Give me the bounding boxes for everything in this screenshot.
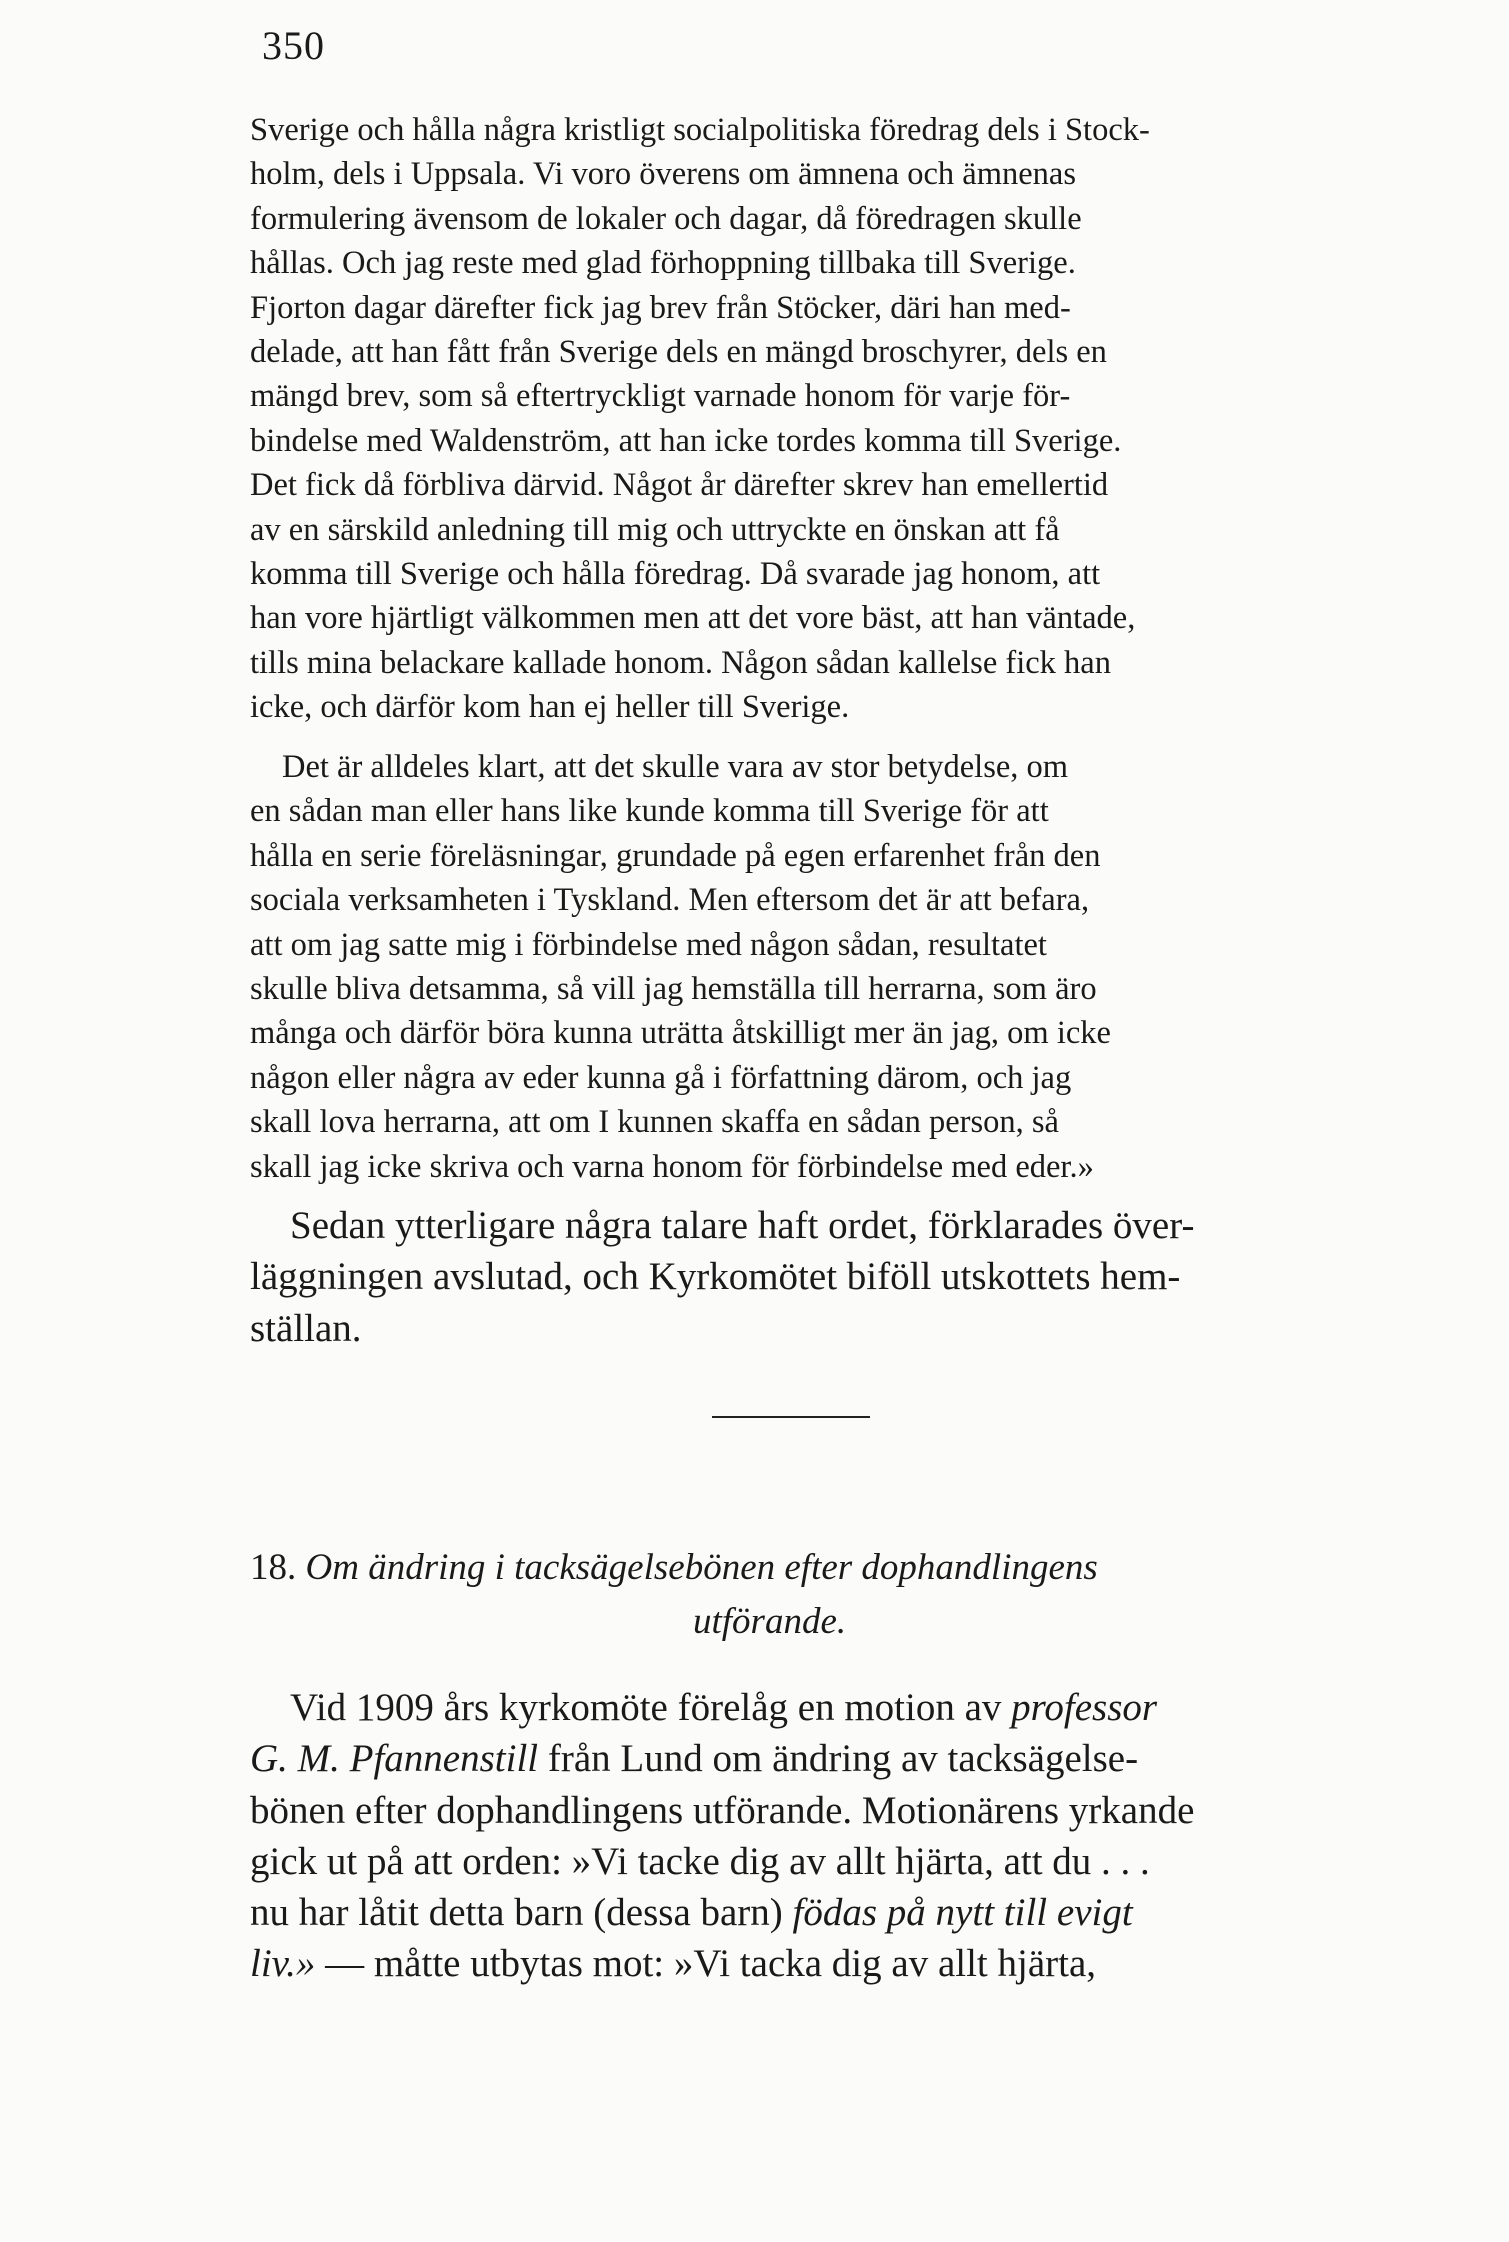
text-line: bindelse med Waldenström, att han icke tordes komma till Sverige. [250, 422, 1122, 459]
text-line: delade, att han fått från Sverige dels en mängd broschyrer, dels en [250, 334, 1107, 371]
quoted-passage-1 [250, 108, 1378, 730]
section-divider [712, 1416, 870, 1418]
text-line: Fjorton dagar därefter fick jag brev från Stöcker, däri han med- [250, 289, 1071, 326]
section-heading [250, 1546, 1378, 1656]
text-line: tills mina belackare kallade honom. Någon sådan kallelse fick han [250, 644, 1111, 681]
body-paragraph-2 [250, 1682, 1378, 1990]
text-run: Vid 1909 års kyrkomöte förelåg en motion av [290, 1686, 1012, 1729]
text-run-italic: professor [1011, 1686, 1158, 1729]
text-line: hållas. Och jag reste med glad förhoppning tillbaka till Sverige. [250, 245, 1076, 282]
text-line: Det fick då förbliva därvid. Något år därefter skrev han emellertid [250, 467, 1109, 504]
text-line: läggningen avslutad, och Kyrkomötet biföll utskottets hem- [250, 1255, 1181, 1299]
text-line: komma till Sverige och hålla föredrag. Då svarade jag honom, att [250, 556, 1101, 593]
text-line: många och därför böra kunna uträtta åtskilligt mer än jag, om icke [250, 1015, 1111, 1052]
text-line: Det är alldeles klart, att det skulle vara av stor betydelse, om [282, 749, 1069, 785]
text-line: Sedan ytterligare några talare haft ordet, förklarades över- [290, 1204, 1195, 1247]
text-line: skulle bliva detsamma, så vill jag hemställa till herrarna, som äro [250, 971, 1097, 1008]
text-line: skall lova herrarna, att om I kunnen skaffa en sådan person, så [250, 1104, 1059, 1141]
text-line: bönen efter dophandlingens utförande. Motionärens yrkande [250, 1788, 1195, 1832]
text-line: icke, och därför kom han ej heller till Sverige. [250, 689, 850, 726]
text-line: av en särskild anledning till mig och uttryckte en önskan att få [250, 511, 1060, 548]
text-run-italic: födas på nytt till evigt [792, 1891, 1133, 1935]
section-number: 18. [250, 1547, 306, 1588]
text-line: någon eller några av eder kunna gå i författning därom, och jag [250, 1059, 1072, 1096]
text-line: sociala verksamheten i Tyskland. Men eftersom det är att befara, [250, 882, 1090, 919]
text-line: att om jag satte mig i förbindelse med någon sådan, resultatet [250, 926, 1047, 963]
text-run-italic: liv.» [250, 1942, 316, 1986]
quoted-passage-2 [250, 745, 1378, 1189]
text-run: — måtte utbytas mot: »Vi tacka dig av allt hjärta, [315, 1942, 1097, 1986]
text-line: skall jag icke skriva och varna honom för förbindelse med eder.» [250, 1148, 1094, 1185]
text-line: Sverige och hålla några kristligt socialpolitiska föredrag dels i Stock- [250, 112, 1150, 148]
text-line: mängd brev, som så eftertryckligt varnade honom för varje för- [250, 378, 1071, 415]
text-line: en sådan man eller hans like kunde komma till Sverige för att [250, 793, 1049, 830]
text-line: han vore hjärtligt välkommen men att det vore bäst, att han väntade, [250, 600, 1136, 637]
text-line: gick ut på att orden: »Vi tacke dig av allt hjärta, att du . . . [250, 1839, 1150, 1883]
text-run-italic: G. M. Pfannenstill [250, 1737, 539, 1781]
text-run: nu har låtit detta barn (dessa barn) [250, 1891, 793, 1935]
body-paragraph-1 [250, 1200, 1378, 1354]
text-line: ställan. [250, 1306, 362, 1350]
text-run: från Lund om ändring av tacksägelse- [538, 1737, 1139, 1781]
section-title-continued: utförande. [693, 1601, 847, 1642]
text-line: formulering ävensom de lokaler och dagar, då föredragen skulle [250, 200, 1082, 237]
text-line: holm, dels i Uppsala. Vi voro överens om ämnena och ämnenas [250, 156, 1077, 193]
page-number: 350 [262, 23, 325, 68]
text-line: hålla en serie föreläsningar, grundade på egen erfarenhet från den [250, 837, 1101, 874]
section-title: Om ändring i tacksägelsebönen efter dophandlingens [305, 1547, 1098, 1588]
